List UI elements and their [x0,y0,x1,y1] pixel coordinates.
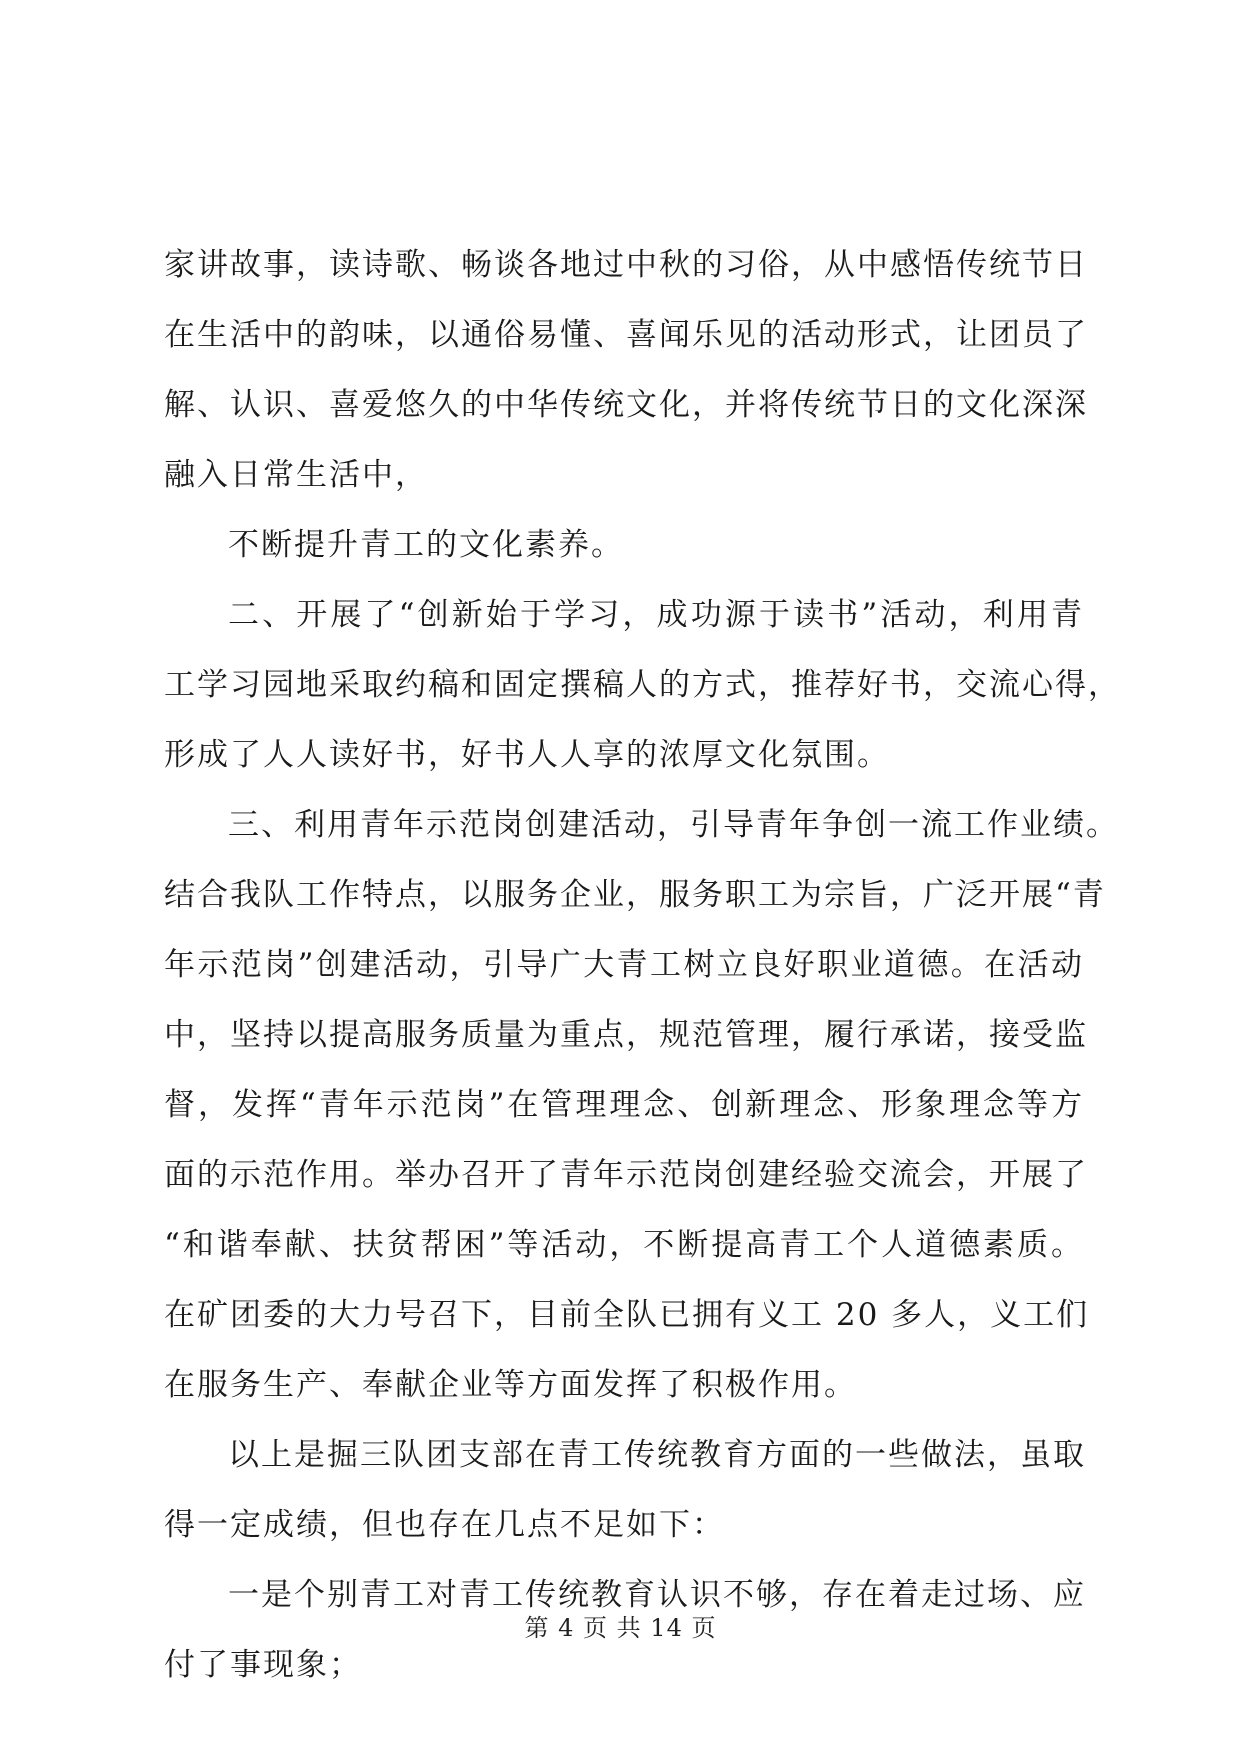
text-line: 结合我队工作特点，以服务企业，服务职工为宗旨，广泛开展“青 [164,877,1106,913]
text-line: 二、开展了“创新始于学习，成功源于读书”活动，利用青 [228,597,1084,633]
text-line: 以上是掘三队团支部在青工传统教育方面的一些做法，虽取 [228,1437,1086,1473]
page-footer: 第 4 页 共 14 页 [524,1614,717,1642]
text-line: 解、认识、喜爱悠久的中华传统文化，并将传统节日的文化深深 [164,387,1088,423]
text-line: 付了事现象； [164,1647,362,1683]
text-line: 三、利用青年示范岗创建活动，引导青年争创一流工作业绩。 [228,807,1119,843]
text-line: 督，发挥“青年示范岗”在管理理念、创新理念、形象理念等方 [164,1087,1084,1123]
text-line: 面的示范作用。举办召开了青年示范岗创建经验交流会，开展了 [164,1157,1088,1193]
paragraph [164,230,1088,510]
text-line: “和谐奉献、扶贫帮困”等活动，不断提高青工个人道德素质。 [164,1227,1084,1263]
text-line: 中，坚持以提高服务质量为重点，规范管理，履行承诺，接受监 [164,1017,1088,1053]
paragraph [164,1420,1084,1560]
text-line: 形成了人人读好书，好书人人享的浓厚文化氛围。 [164,737,890,773]
paragraph [164,790,1119,1420]
text-line: 年示范岗”创建活动，引导广大青工树立良好职业道德。在活动 [164,947,1084,983]
text-line: 一是个别青工对青工传统教育认识不够，存在着走过场、应 [228,1577,1086,1613]
text-line: 不断提升青工的文化素养。 [228,527,624,563]
text-line: 得一定成绩，但也存在几点不足如下： [164,1507,725,1543]
text-line: 在生活中的韵味，以通俗易懂、喜闻乐见的活动形式，让团员了 [164,317,1088,353]
text-line: 在服务生产、奉献企业等方面发挥了积极作用。 [164,1367,857,1403]
text-line: 融入日常生活中， [164,457,428,493]
text-line: 家讲故事，读诗歌、畅谈各地过中秋的习俗，从中感悟传统节日 [164,247,1088,283]
text-line: 工学习园地采取约稿和固定撰稿人的方式，推荐好书，交流心得， [164,667,1121,703]
paragraph [164,510,1084,580]
text-line: 在矿团委的大力号召下，目前全队已拥有义工 20 多人，义工们 [164,1297,1090,1333]
document-body [164,230,1121,1700]
paragraph [164,580,1121,790]
